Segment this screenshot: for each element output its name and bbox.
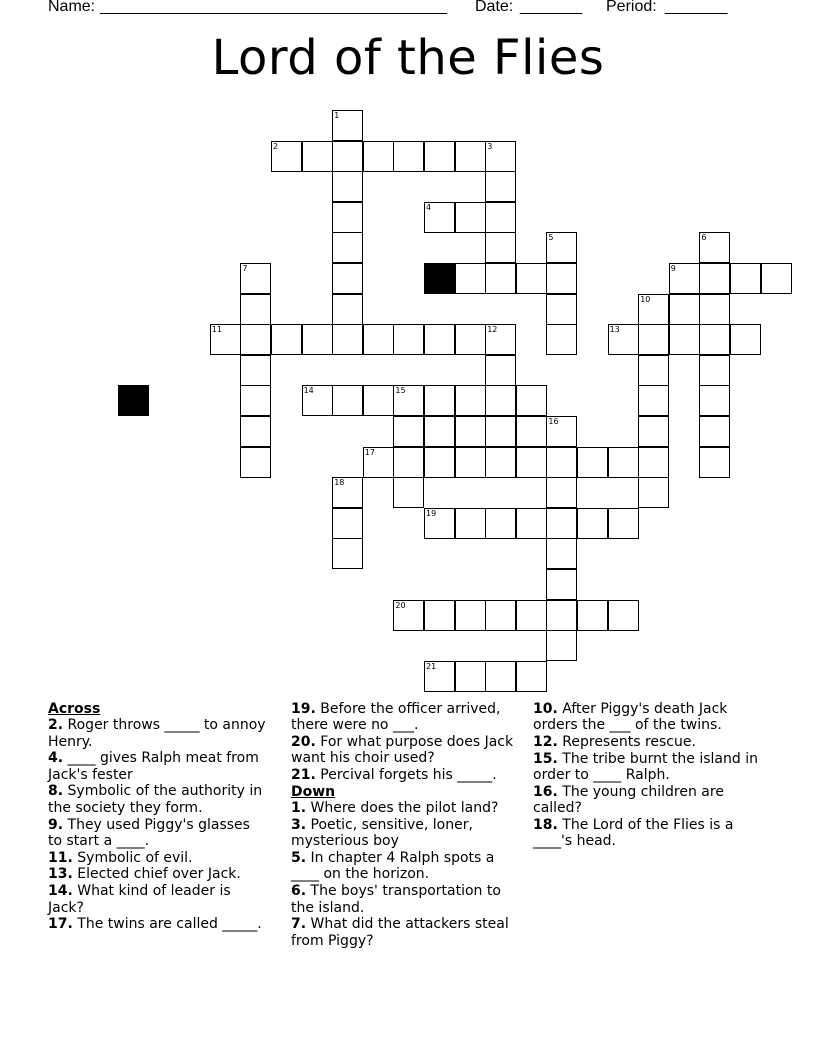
clue-text: Poetic, sensitive, loner, mysterious boy xyxy=(291,817,473,850)
crossword-cell[interactable] xyxy=(546,538,577,569)
clue-number: 19 xyxy=(426,508,437,518)
clue-number: 16 xyxy=(548,417,559,426)
crossword-cell[interactable] xyxy=(516,385,547,416)
crossword-cell[interactable] xyxy=(669,294,700,325)
clue-number-label: 19. xyxy=(291,701,316,717)
crossword-cell[interactable] xyxy=(546,447,577,478)
crossword-cell[interactable] xyxy=(516,447,547,478)
crossword-cell[interactable] xyxy=(638,416,669,447)
clue-number: 11 xyxy=(211,325,222,335)
clue-text: The boys' transportation to the island. xyxy=(291,883,501,916)
crossword-cell[interactable] xyxy=(393,416,424,447)
crossword-cell[interactable] xyxy=(516,263,547,294)
clue-number: 10 xyxy=(640,294,651,304)
crossword-cell[interactable] xyxy=(455,263,486,294)
period-label: Period: xyxy=(606,0,657,15)
crossword-cell[interactable] xyxy=(424,141,455,172)
across-clue-list xyxy=(48,717,268,932)
down-heading: Down xyxy=(291,783,336,800)
clue-item xyxy=(291,701,519,734)
crossword-cell[interactable] xyxy=(699,385,730,416)
period-line[interactable]: _______ xyxy=(665,0,728,15)
crossword-cell[interactable] xyxy=(546,600,577,631)
crossword-cell[interactable] xyxy=(240,324,271,355)
clue-text: Elected chief over Jack. xyxy=(77,866,241,883)
date-label: Date: xyxy=(475,0,514,15)
crossword-cell[interactable] xyxy=(393,141,424,172)
clue-number: 5 xyxy=(548,233,554,243)
clue-text: The tribe burnt the island in order to ____ Ralph. xyxy=(533,750,758,784)
clue-number-label: 9. xyxy=(48,816,64,833)
clue-number-label: 2. xyxy=(48,717,64,734)
crossword-cell[interactable] xyxy=(455,202,486,233)
crossword-cell[interactable] xyxy=(424,385,455,416)
clue-number-label: 6. xyxy=(291,883,307,900)
crossword-cell[interactable] xyxy=(271,324,302,355)
crossword-cell[interactable] xyxy=(424,447,455,478)
crossword-cell[interactable] xyxy=(485,416,516,447)
clue-text: Represents rescue. xyxy=(562,734,696,751)
page-title: Lord of the Flies xyxy=(211,30,605,86)
crossword-cell[interactable] xyxy=(240,385,271,416)
crossword-cell[interactable] xyxy=(546,477,577,508)
clue-item xyxy=(291,734,519,767)
crossword-cell[interactable] xyxy=(424,416,455,447)
crossword-cell[interactable] xyxy=(485,508,516,539)
clue-number: 18 xyxy=(334,478,345,488)
crossword-cell[interactable] xyxy=(485,263,516,294)
clue-text: Where does the pilot land? xyxy=(310,800,499,817)
crossword-cell[interactable] xyxy=(669,324,700,355)
clue-number: 6 xyxy=(701,233,707,243)
clue-text: They used Piggy's glasses to start a ____. xyxy=(48,816,250,849)
crossword-cell[interactable] xyxy=(332,141,363,172)
name-label: Name: xyxy=(48,0,96,15)
crossword-cell[interactable] xyxy=(332,202,363,233)
crossword-cell[interactable] xyxy=(699,324,730,355)
clue-text: Percival forgets his _____. xyxy=(320,767,497,784)
clue-text: For what purpose does Jack want his choir used? xyxy=(291,734,514,767)
crossword-cell[interactable] xyxy=(516,416,547,447)
clue-text: The young children are called? xyxy=(533,783,724,817)
clue-item xyxy=(48,866,268,882)
down-clue-list xyxy=(291,800,519,949)
crossword-cell[interactable] xyxy=(546,294,577,325)
clue-item xyxy=(291,883,519,916)
clue-item xyxy=(533,701,763,734)
clue-number: 17 xyxy=(364,447,375,457)
crossword-cell[interactable] xyxy=(240,416,271,447)
clue-item xyxy=(48,883,268,916)
crossword-cell[interactable] xyxy=(332,171,363,202)
crossword-cell[interactable] xyxy=(608,447,639,478)
crossword-cell[interactable] xyxy=(485,355,516,386)
crossword-cell[interactable] xyxy=(485,385,516,416)
crossword-cell[interactable] xyxy=(332,324,363,355)
clue-number-label: 18. xyxy=(533,817,558,834)
clue-text: The Lord of the Flies is a ____'s head. xyxy=(533,817,734,850)
clue-item xyxy=(291,800,519,816)
crossword-cell[interactable] xyxy=(485,447,516,478)
crossword-cell[interactable] xyxy=(240,447,271,478)
crossword-cell[interactable] xyxy=(455,447,486,478)
crossword-cell[interactable] xyxy=(730,263,761,294)
clue-number-label: 3. xyxy=(291,817,307,834)
clue-number: 7 xyxy=(242,264,248,273)
crossword-cell[interactable] xyxy=(546,324,577,355)
clue-number-label: 8. xyxy=(48,783,64,800)
clue-item xyxy=(48,783,268,816)
crossword-cell[interactable] xyxy=(455,416,486,447)
clues-column-1 xyxy=(48,701,268,933)
name-line[interactable]: _______________________________________ xyxy=(100,0,448,15)
clue-text: Before the officer arrived, there were no ___. xyxy=(291,701,501,734)
crossword-cell[interactable] xyxy=(332,508,363,539)
down-clue-list-continued xyxy=(533,701,763,850)
crossword-cell[interactable] xyxy=(455,600,486,631)
crossword-cell[interactable] xyxy=(393,447,424,478)
clue-number: 21 xyxy=(426,661,437,671)
clue-number-label: 11. xyxy=(48,849,73,866)
clue-item xyxy=(291,916,519,949)
crossword-cell[interactable] xyxy=(332,232,363,263)
clues-column-2 xyxy=(291,701,519,949)
clue-item xyxy=(533,784,763,817)
clue-item xyxy=(48,750,268,783)
clue-number-label: 14. xyxy=(48,883,73,900)
clue-text: What did the attackers steal from Piggy? xyxy=(291,916,509,949)
crossword-cell[interactable] xyxy=(424,600,455,631)
clue-number: 2 xyxy=(273,141,279,151)
crossword-cell[interactable] xyxy=(638,355,669,386)
clue-text: Roger throws _____ to annoy Henry. xyxy=(48,717,266,750)
crossword-cell[interactable] xyxy=(485,202,516,233)
crossword-cell[interactable] xyxy=(699,447,730,478)
crossword-cell[interactable] xyxy=(485,600,516,631)
clue-number: 9 xyxy=(670,264,676,273)
clue-text: ____ gives Ralph meat from Jack's fester xyxy=(48,750,259,783)
crossword-cell[interactable] xyxy=(608,508,639,539)
crossword-cell[interactable] xyxy=(363,141,394,172)
clue-item xyxy=(291,850,519,883)
clue-number: 14 xyxy=(303,386,314,396)
clue-item xyxy=(48,850,268,866)
crossword-cell[interactable] xyxy=(546,508,577,539)
crossword-cell[interactable] xyxy=(516,600,547,631)
clue-item xyxy=(291,767,519,783)
crossword-cell[interactable] xyxy=(455,385,486,416)
crossword-cell[interactable] xyxy=(730,324,761,355)
clues-column-3 xyxy=(533,701,763,850)
clue-number: 13 xyxy=(609,325,620,335)
crossword-cell[interactable] xyxy=(363,324,394,355)
crossword-cell[interactable] xyxy=(699,294,730,325)
crossword-cell[interactable] xyxy=(485,661,516,692)
crossword-cell[interactable] xyxy=(424,324,455,355)
clue-item xyxy=(48,817,268,850)
crossword-cell[interactable] xyxy=(455,324,486,355)
crossword-black-cell xyxy=(118,385,149,416)
crossword-cell[interactable] xyxy=(240,355,271,386)
clue-number-label: 13. xyxy=(48,866,73,883)
clue-number: 4 xyxy=(426,202,432,212)
crossword-cell[interactable] xyxy=(393,324,424,355)
clue-number-label: 1. xyxy=(291,800,307,817)
crossword-cell[interactable] xyxy=(577,600,608,631)
crossword-cell[interactable] xyxy=(302,141,333,172)
crossword-cell[interactable] xyxy=(638,385,669,416)
clue-number-label: 7. xyxy=(291,916,307,933)
clue-text: Symbolic of the authority in the society they form. xyxy=(48,783,263,816)
clue-text: Symbolic of evil. xyxy=(77,849,193,866)
clue-item xyxy=(48,916,268,932)
clue-number-label: 16. xyxy=(533,783,558,800)
clue-text: What kind of leader is Jack? xyxy=(48,883,231,916)
crossword-cell[interactable] xyxy=(699,416,730,447)
clue-number-label: 5. xyxy=(291,850,307,867)
across-clue-list-continued xyxy=(291,701,519,783)
crossword-cell[interactable] xyxy=(393,477,424,508)
crossword-cell[interactable] xyxy=(608,600,639,631)
clue-number: 15 xyxy=(395,386,406,396)
clue-number: 20 xyxy=(395,600,406,610)
clue-number: 12 xyxy=(487,325,498,335)
crossword-cell[interactable] xyxy=(240,294,271,325)
crossword-cell[interactable] xyxy=(546,569,577,600)
crossword-cell[interactable] xyxy=(699,355,730,386)
date-line[interactable]: _______ xyxy=(520,0,583,15)
clue-item xyxy=(533,817,763,850)
clue-text: After Piggy's death Jack orders the ___ of the twins. xyxy=(533,701,728,734)
clue-number-label: 15. xyxy=(533,750,558,767)
crossword-cell[interactable] xyxy=(363,385,394,416)
crossword-cell[interactable] xyxy=(485,232,516,263)
clue-item xyxy=(291,817,519,850)
crossword-cell[interactable] xyxy=(332,263,363,294)
clue-text: In chapter 4 Ralph spots a ____ on the horizon. xyxy=(291,850,495,883)
clue-number-label: 17. xyxy=(48,916,73,933)
clue-number-label: 12. xyxy=(533,734,558,751)
crossword-cell[interactable] xyxy=(455,661,486,692)
clue-number: 1 xyxy=(334,111,340,120)
clue-number: 8 xyxy=(426,264,432,273)
crossword-cell[interactable] xyxy=(546,630,577,661)
crossword-cell[interactable] xyxy=(638,447,669,478)
clue-item xyxy=(533,734,763,750)
clue-number-label: 20. xyxy=(291,734,316,751)
crossword-cell[interactable] xyxy=(516,508,547,539)
crossword-cell[interactable] xyxy=(761,263,792,294)
clue-text: The twins are called _____. xyxy=(77,916,262,933)
crossword-cell[interactable] xyxy=(332,294,363,325)
crossword-cell[interactable] xyxy=(577,447,608,478)
crossword-cell[interactable] xyxy=(638,324,669,355)
crossword-cell[interactable] xyxy=(455,508,486,539)
clue-item xyxy=(533,751,763,784)
crossword-cell[interactable] xyxy=(332,538,363,569)
crossword-cell[interactable] xyxy=(546,263,577,294)
crossword-cell[interactable] xyxy=(699,263,730,294)
clue-number-label: 10. xyxy=(533,701,558,717)
crossword-cell[interactable] xyxy=(455,141,486,172)
clue-number-label: 4. xyxy=(48,750,64,767)
crossword-cell[interactable] xyxy=(332,385,363,416)
crossword-cell[interactable] xyxy=(516,661,547,692)
clue-number: 3 xyxy=(487,141,493,151)
crossword-cell[interactable] xyxy=(485,171,516,202)
across-heading: Across xyxy=(48,701,101,717)
crossword-cell[interactable] xyxy=(638,477,669,508)
crossword-cell[interactable] xyxy=(577,508,608,539)
clue-item xyxy=(48,717,268,750)
clue-number-label: 21. xyxy=(291,767,316,784)
crossword-cell[interactable] xyxy=(302,324,333,355)
